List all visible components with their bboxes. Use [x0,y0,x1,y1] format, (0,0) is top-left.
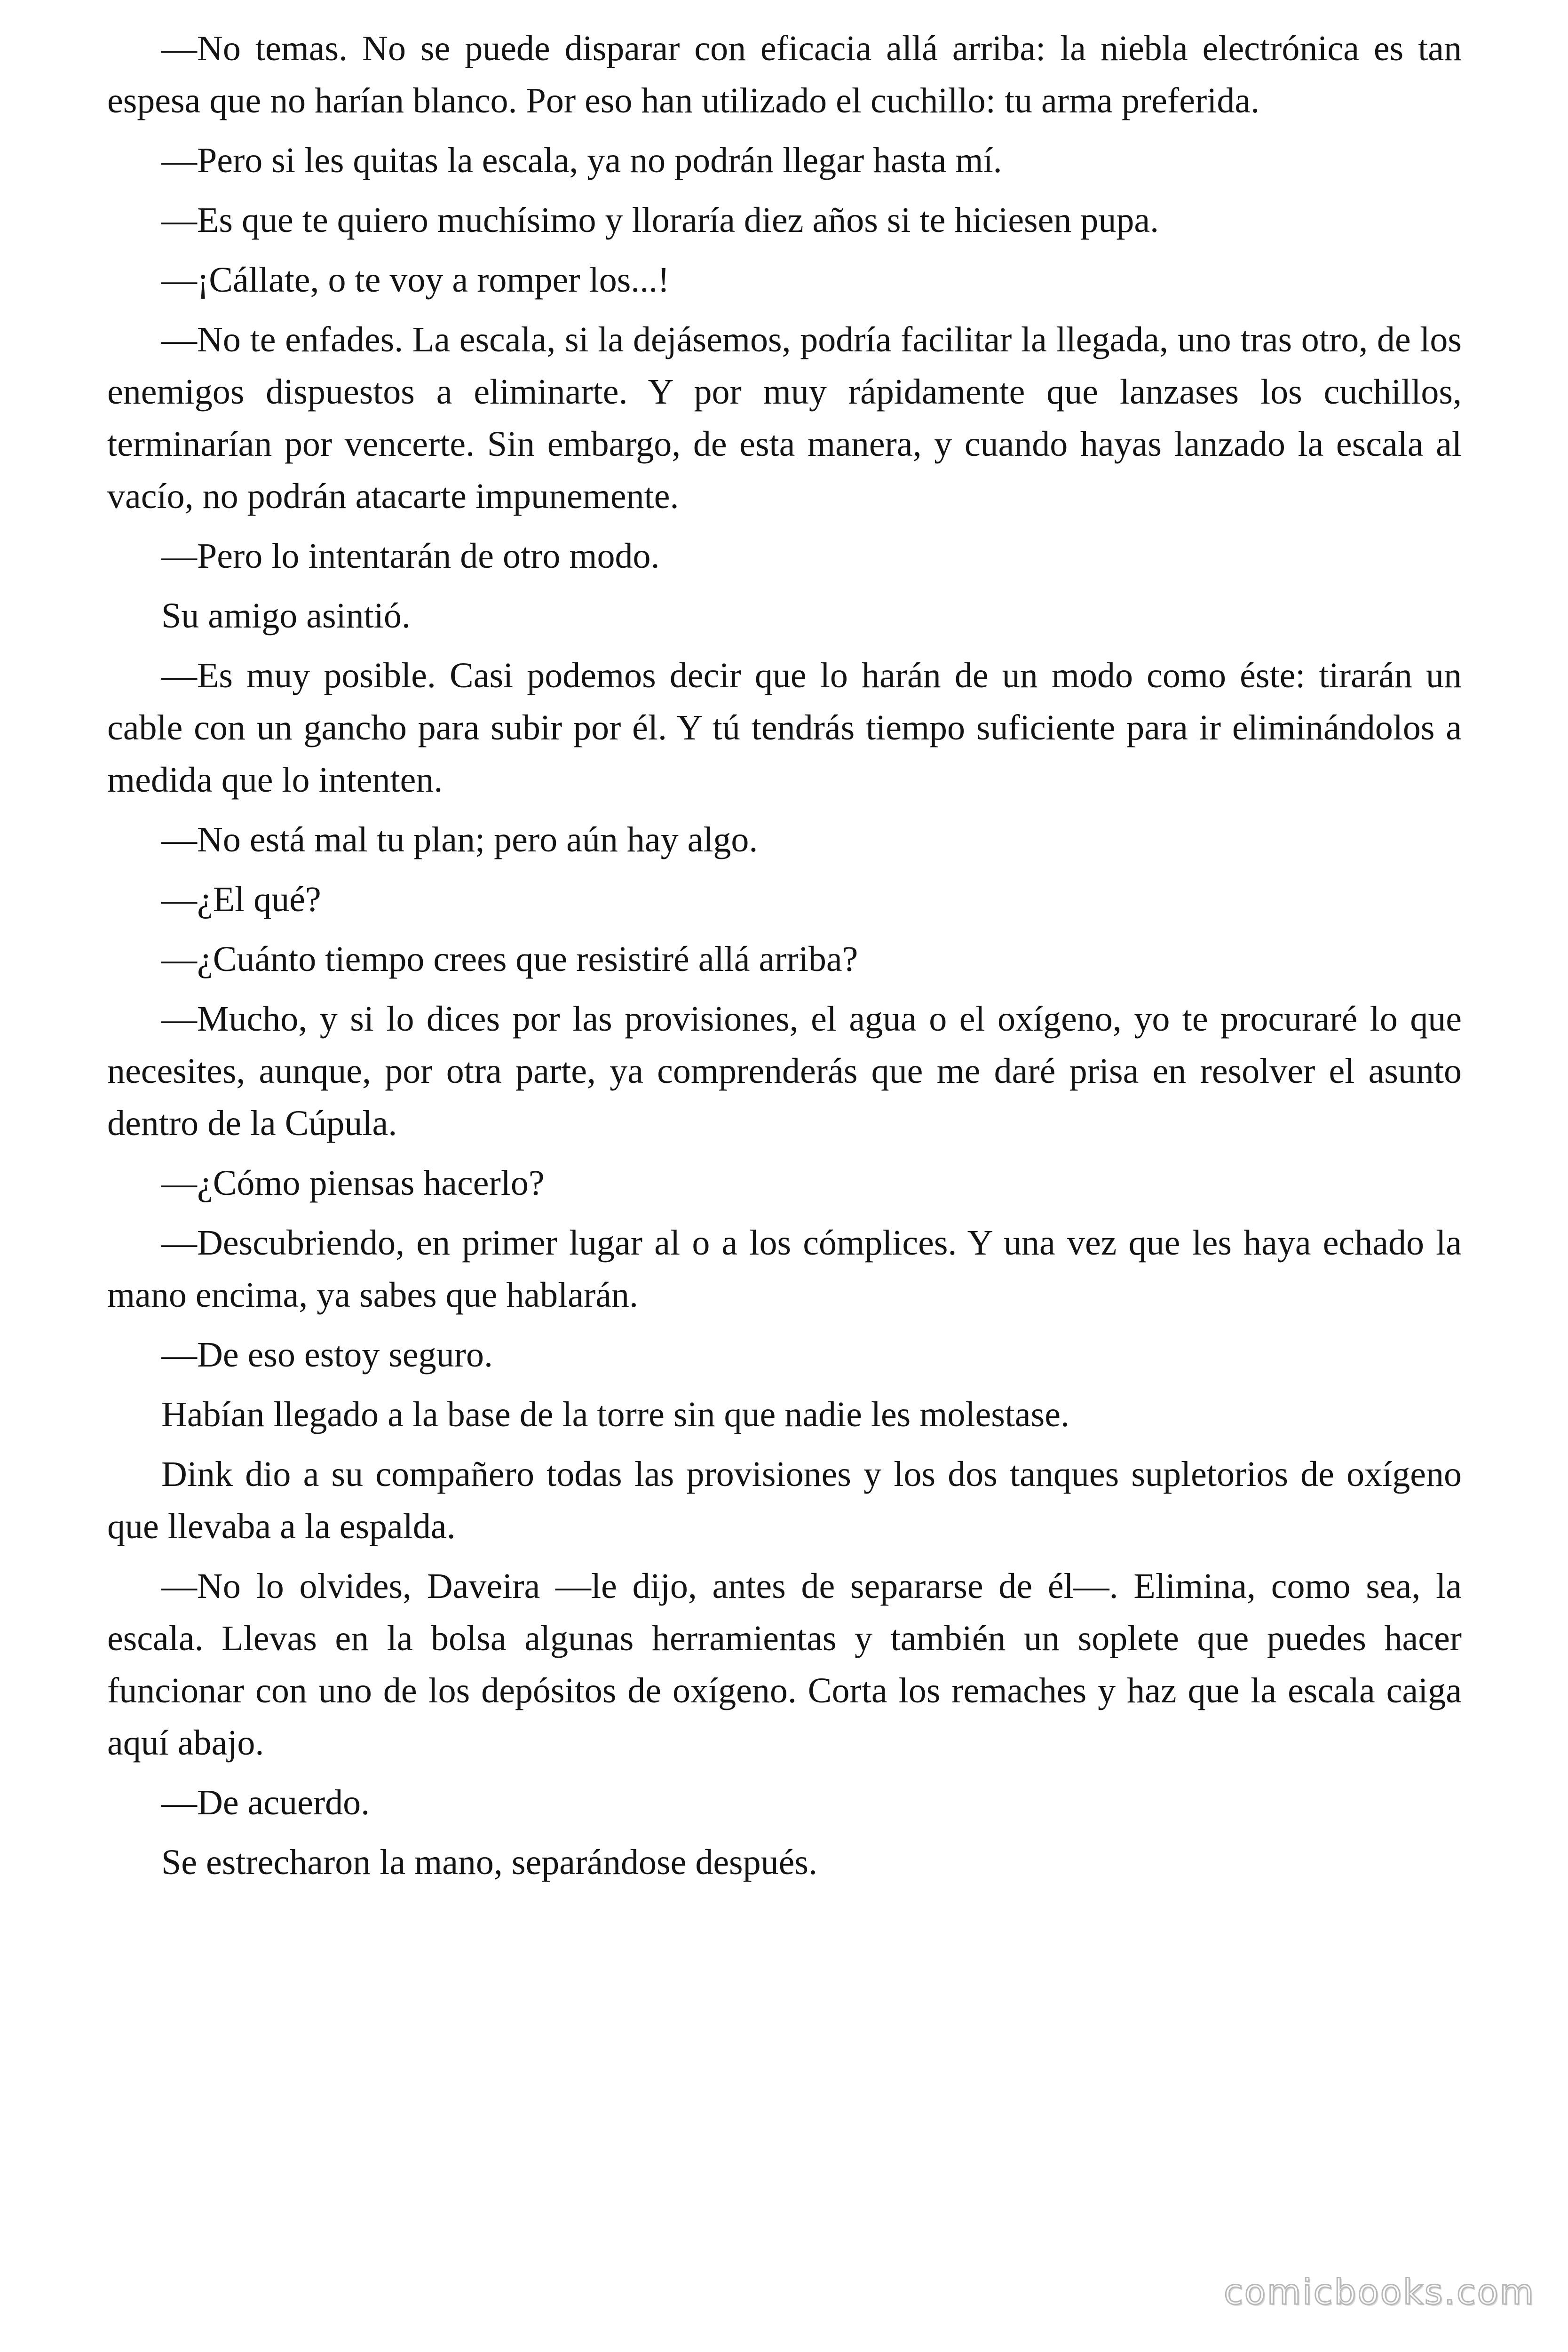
paragraph: —No está mal tu plan; pero aún hay algo. [161,820,758,859]
paragraph: Dink dio a su compañero todas las provisiones y los dos tanques supletorios de oxígeno que llevaba a la espalda. [107,1454,1462,1546]
paragraph: —No te enfades. La escala, si la dejásemos, podría facilitar la llegada, uno tras otro, de los enemigos dispuestos a eliminarte. Y por muy rápidamente que lanzases los cuchillos, terminarían por vencerte. Sin embargo, de esta manera, y cuando hayas lanzado la escala al vacío, no podrán atacarte impunemente. [107,320,1462,516]
paragraph: —No lo olvides, Daveira —le dijo, antes de separarse de él—. Elimina, como sea, la escala. Llevas en la bolsa algunas herramientas y también un soplete que puedes hacer funcionar con uno de los depósitos de oxígeno. Corta los remaches y haz que la escala caiga aquí abajo. [107,1566,1462,1763]
paragraph: Su amigo asintió. [161,596,411,636]
paragraph: —Mucho, y si lo dices por las provisiones, el agua o el oxígeno, yo te procuraré lo que necesites, aunque, por otra parte, ya comprenderás que me daré prisa en resolver el asunto dentro de la Cúpula. [107,999,1462,1143]
paragraph: —¡Cállate, o te voy a romper los...! [161,260,670,300]
paragraph: —De acuerdo. [161,1783,370,1822]
paragraph: Habían llegado a la base de la torre sin que nadie les molestase. [161,1395,1069,1434]
paragraph: —¿Cuánto tiempo crees que resistiré allá arriba? [161,939,858,979]
paragraph: —Es muy posible. Casi podemos decir que lo harán de un modo como éste: tirarán un cable con un gancho para subir por él. Y tú tendrás tiempo suficiente para ir eliminándolos a medida que lo intenten. [107,656,1462,800]
paragraph: —Pero si les quitas la escala, ya no podrán llegar hasta mí. [161,141,1002,180]
paragraph: —Descubriendo, en primer lugar al o a los cómplices. Y una vez que les haya echado la mano encima, ya sabes que hablarán. [107,1223,1462,1315]
paragraph: —Es que te quiero muchísimo y lloraría diez años si te hiciesen pupa. [161,200,1159,240]
paragraph: —Pero lo intentarán de otro modo. [161,536,660,576]
paragraph: —No temas. No se puede disparar con eficacia allá arriba: la niebla electrónica es tan espesa que no harían blanco. Por eso han utilizado el cuchillo: tu arma preferida. [107,29,1462,120]
watermark: comicbooks.com [1224,2272,1535,2312]
page-text [107,23,1462,1896]
paragraph: —¿Cómo piensas hacerlo? [161,1163,545,1203]
paragraph: —¿El qué? [161,880,321,919]
paragraph: Se estrecharon la mano, separándose después. [161,1843,817,1882]
paragraph: —De eso estoy seguro. [161,1335,493,1375]
